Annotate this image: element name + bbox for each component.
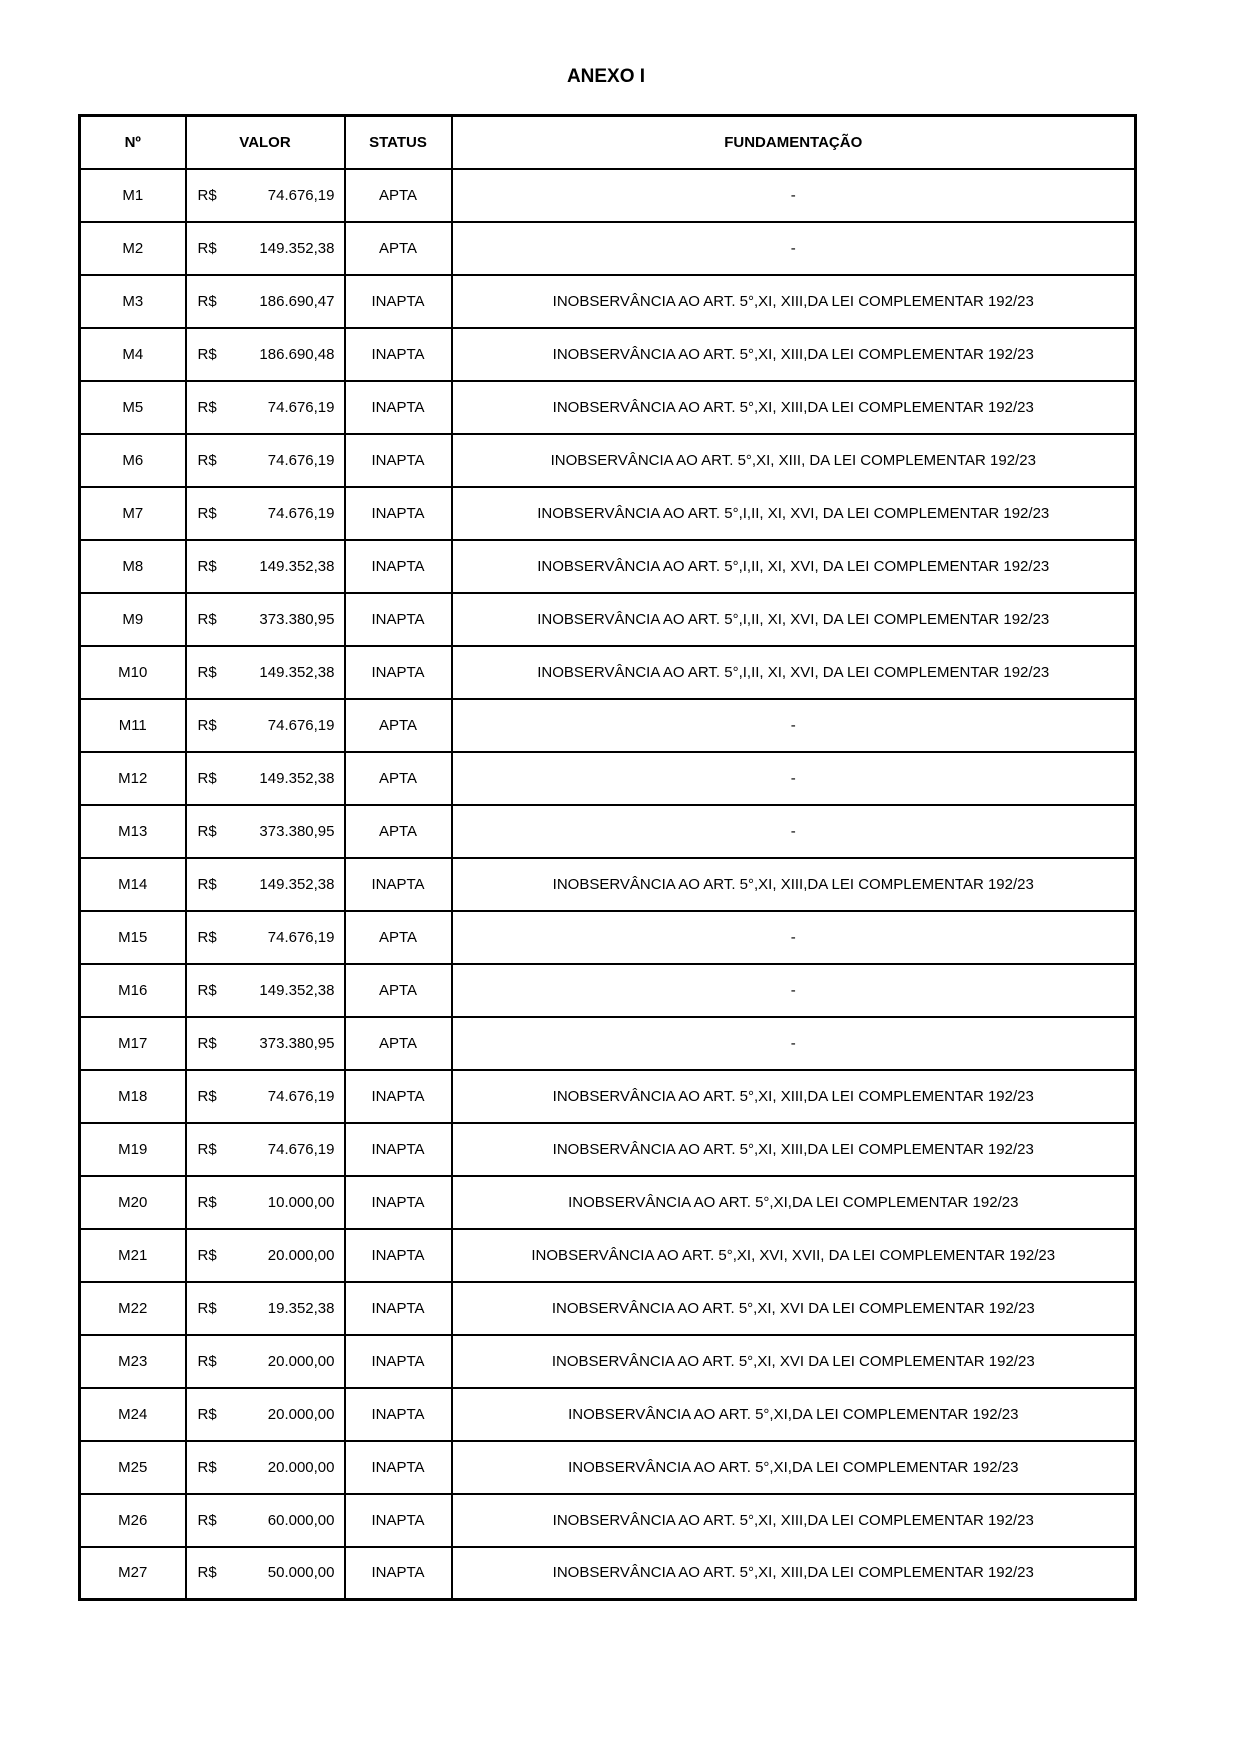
row-fundamentacao-cell: - <box>452 1017 1136 1070</box>
row-valor-cell <box>186 646 345 699</box>
header-status: STATUS <box>345 116 452 169</box>
row-fundamentacao-cell: INOBSERVÂNCIA AO ART. 5°,XI, XIII,DA LEI COMPLEMENTAR 192/23 <box>452 328 1136 381</box>
row-valor-cell <box>186 275 345 328</box>
row-valor-cell <box>186 1070 345 1123</box>
row-valor-cell <box>186 328 345 381</box>
row-num-cell: M12 <box>80 752 186 805</box>
currency-symbol: R$ <box>197 1034 217 1052</box>
currency-symbol: R$ <box>197 822 217 840</box>
valor-wrap <box>187 1194 344 1211</box>
currency-symbol: R$ <box>197 1511 217 1529</box>
row-status-cell: APTA <box>345 805 452 858</box>
row-status-cell: INAPTA <box>345 1176 452 1229</box>
valor-wrap <box>187 929 344 946</box>
currency-symbol: R$ <box>197 292 217 310</box>
row-num-cell: M20 <box>80 1176 186 1229</box>
valor-amount: 60.000,00 <box>267 1511 335 1529</box>
valor-amount: 149.352,38 <box>259 769 335 787</box>
valor-wrap <box>187 187 344 204</box>
row-num-cell: M15 <box>80 911 186 964</box>
table-row <box>80 752 1136 805</box>
header-valor: VALOR <box>186 116 345 169</box>
row-valor-cell <box>186 1547 345 1600</box>
table-row <box>80 805 1136 858</box>
table-row <box>80 1017 1136 1070</box>
valor-amount: 74.676,19 <box>267 716 335 734</box>
row-num-cell: M2 <box>80 222 186 275</box>
anexo-table <box>78 114 1137 1601</box>
row-fundamentacao-cell: INOBSERVÂNCIA AO ART. 5°,XI, XIII,DA LEI COMPLEMENTAR 192/23 <box>452 275 1136 328</box>
row-fundamentacao-cell: INOBSERVÂNCIA AO ART. 5°,XI,DA LEI COMPLEMENTAR 192/23 <box>452 1176 1136 1229</box>
row-valor-cell <box>186 1494 345 1547</box>
row-fundamentacao-cell: INOBSERVÂNCIA AO ART. 5°,I,II, XI, XVI, DA LEI COMPLEMENTAR 192/23 <box>452 540 1136 593</box>
row-fundamentacao-cell: INOBSERVÂNCIA AO ART. 5°,XI, XIII,DA LEI COMPLEMENTAR 192/23 <box>452 1123 1136 1176</box>
valor-wrap <box>187 1512 344 1529</box>
valor-amount: 20.000,00 <box>267 1458 335 1476</box>
valor-wrap <box>187 770 344 787</box>
valor-wrap <box>187 1088 344 1105</box>
row-status-cell: INAPTA <box>345 1282 452 1335</box>
table-row <box>80 328 1136 381</box>
table-row <box>80 222 1136 275</box>
valor-amount: 149.352,38 <box>259 981 335 999</box>
row-valor-cell <box>186 1123 345 1176</box>
row-fundamentacao-cell: INOBSERVÂNCIA AO ART. 5°,XI,DA LEI COMPLEMENTAR 192/23 <box>452 1441 1136 1494</box>
header-num: Nº <box>80 116 186 169</box>
currency-symbol: R$ <box>197 1087 217 1105</box>
row-fundamentacao-cell: INOBSERVÂNCIA AO ART. 5°,XI,DA LEI COMPLEMENTAR 192/23 <box>452 1388 1136 1441</box>
row-fundamentacao-cell: INOBSERVÂNCIA AO ART. 5°,XI, XIII,DA LEI COMPLEMENTAR 192/23 <box>452 1547 1136 1600</box>
table-row <box>80 1282 1136 1335</box>
valor-wrap <box>187 823 344 840</box>
currency-symbol: R$ <box>197 610 217 628</box>
row-valor-cell <box>186 1388 345 1441</box>
row-fundamentacao-cell: INOBSERVÂNCIA AO ART. 5°,XI, XIII,DA LEI COMPLEMENTAR 192/23 <box>452 1494 1136 1547</box>
row-valor-cell <box>186 964 345 1017</box>
row-num-cell: M27 <box>80 1547 186 1600</box>
row-valor-cell <box>186 1176 345 1229</box>
valor-amount: 19.352,38 <box>267 1299 335 1317</box>
row-valor-cell <box>186 593 345 646</box>
valor-wrap <box>187 399 344 416</box>
valor-amount: 373.380,95 <box>259 1034 335 1052</box>
currency-symbol: R$ <box>197 1405 217 1423</box>
valor-wrap <box>187 1141 344 1158</box>
valor-amount: 74.676,19 <box>267 504 335 522</box>
table-row <box>80 1123 1136 1176</box>
currency-symbol: R$ <box>197 663 217 681</box>
valor-amount: 149.352,38 <box>259 557 335 575</box>
row-fundamentacao-cell: INOBSERVÂNCIA AO ART. 5°,I,II, XI, XVI, DA LEI COMPLEMENTAR 192/23 <box>452 593 1136 646</box>
row-status-cell: INAPTA <box>345 1441 452 1494</box>
row-status-cell: INAPTA <box>345 593 452 646</box>
table-row <box>80 593 1136 646</box>
row-valor-cell <box>186 1335 345 1388</box>
table-row <box>80 1547 1136 1600</box>
valor-amount: 186.690,48 <box>259 345 335 363</box>
row-valor-cell <box>186 222 345 275</box>
valor-amount: 149.352,38 <box>259 875 335 893</box>
row-fundamentacao-cell: INOBSERVÂNCIA AO ART. 5°,XI, XIII, DA LEI COMPLEMENTAR 192/23 <box>452 434 1136 487</box>
valor-wrap <box>187 1353 344 1370</box>
valor-amount: 74.676,19 <box>267 1140 335 1158</box>
currency-symbol: R$ <box>197 504 217 522</box>
valor-wrap <box>187 1300 344 1317</box>
valor-wrap <box>187 346 344 363</box>
row-status-cell: INAPTA <box>345 1388 452 1441</box>
currency-symbol: R$ <box>197 1193 217 1211</box>
row-valor-cell <box>186 540 345 593</box>
valor-amount: 373.380,95 <box>259 822 335 840</box>
valor-amount: 74.676,19 <box>267 398 335 416</box>
row-fundamentacao-cell: INOBSERVÂNCIA AO ART. 5°,I,II, XI, XVI, DA LEI COMPLEMENTAR 192/23 <box>452 646 1136 699</box>
valor-amount: 74.676,19 <box>267 1087 335 1105</box>
valor-amount: 149.352,38 <box>259 239 335 257</box>
currency-symbol: R$ <box>197 239 217 257</box>
row-valor-cell <box>186 1441 345 1494</box>
row-fundamentacao-cell: - <box>452 699 1136 752</box>
currency-symbol: R$ <box>197 716 217 734</box>
table-row <box>80 540 1136 593</box>
row-num-cell: M3 <box>80 275 186 328</box>
valor-amount: 20.000,00 <box>267 1405 335 1423</box>
valor-wrap <box>187 452 344 469</box>
row-valor-cell <box>186 1229 345 1282</box>
valor-wrap <box>187 1247 344 1264</box>
valor-wrap <box>187 717 344 734</box>
row-valor-cell <box>186 752 345 805</box>
row-fundamentacao-cell: - <box>452 169 1136 222</box>
currency-symbol: R$ <box>197 1352 217 1370</box>
row-status-cell: INAPTA <box>345 1547 452 1600</box>
row-status-cell: INAPTA <box>345 275 452 328</box>
row-valor-cell <box>186 805 345 858</box>
currency-symbol: R$ <box>197 1458 217 1476</box>
valor-wrap <box>187 664 344 681</box>
currency-symbol: R$ <box>197 928 217 946</box>
row-num-cell: M8 <box>80 540 186 593</box>
row-fundamentacao-cell: INOBSERVÂNCIA AO ART. 5°,XI, XIII,DA LEI COMPLEMENTAR 192/23 <box>452 1070 1136 1123</box>
row-status-cell: INAPTA <box>345 540 452 593</box>
currency-symbol: R$ <box>197 398 217 416</box>
row-fundamentacao-cell: INOBSERVÂNCIA AO ART. 5°,XI, XVI, XVII, DA LEI COMPLEMENTAR 192/23 <box>452 1229 1136 1282</box>
row-status-cell: APTA <box>345 699 452 752</box>
valor-amount: 74.676,19 <box>267 928 335 946</box>
row-valor-cell <box>186 911 345 964</box>
row-status-cell: INAPTA <box>345 1070 452 1123</box>
row-num-cell: M25 <box>80 1441 186 1494</box>
row-status-cell: INAPTA <box>345 1335 452 1388</box>
valor-amount: 50.000,00 <box>267 1564 335 1582</box>
currency-symbol: R$ <box>197 186 217 204</box>
row-status-cell: INAPTA <box>345 1229 452 1282</box>
header-row <box>80 116 1136 169</box>
table-row <box>80 1494 1136 1547</box>
row-valor-cell <box>186 487 345 540</box>
valor-amount: 74.676,19 <box>267 451 335 469</box>
row-num-cell: M22 <box>80 1282 186 1335</box>
valor-wrap <box>187 1406 344 1423</box>
row-num-cell: M16 <box>80 964 186 1017</box>
table-row <box>80 646 1136 699</box>
table-row <box>80 434 1136 487</box>
row-valor-cell <box>186 169 345 222</box>
currency-symbol: R$ <box>197 981 217 999</box>
currency-symbol: R$ <box>197 875 217 893</box>
row-num-cell: M14 <box>80 858 186 911</box>
valor-wrap <box>187 293 344 310</box>
currency-symbol: R$ <box>197 345 217 363</box>
row-status-cell: INAPTA <box>345 487 452 540</box>
currency-symbol: R$ <box>197 1246 217 1264</box>
row-status-cell: APTA <box>345 752 452 805</box>
table-row <box>80 1335 1136 1388</box>
row-status-cell: INAPTA <box>345 381 452 434</box>
table-row <box>80 1229 1136 1282</box>
currency-symbol: R$ <box>197 769 217 787</box>
currency-symbol: R$ <box>197 1140 217 1158</box>
row-status-cell: APTA <box>345 222 452 275</box>
header-fundamentacao: FUNDAMENTAÇÃO <box>452 116 1136 169</box>
valor-wrap <box>187 1459 344 1476</box>
row-num-cell: M9 <box>80 593 186 646</box>
row-valor-cell <box>186 434 345 487</box>
currency-symbol: R$ <box>197 557 217 575</box>
valor-wrap <box>187 1564 344 1581</box>
table-row <box>80 1176 1136 1229</box>
row-num-cell: M4 <box>80 328 186 381</box>
row-num-cell: M18 <box>80 1070 186 1123</box>
row-valor-cell <box>186 1017 345 1070</box>
valor-wrap <box>187 558 344 575</box>
row-num-cell: M13 <box>80 805 186 858</box>
valor-amount: 149.352,38 <box>259 663 335 681</box>
currency-symbol: R$ <box>197 1299 217 1317</box>
row-status-cell: APTA <box>345 964 452 1017</box>
currency-symbol: R$ <box>197 451 217 469</box>
currency-symbol: R$ <box>197 1564 217 1582</box>
valor-amount: 373.380,95 <box>259 610 335 628</box>
valor-amount: 20.000,00 <box>267 1352 335 1370</box>
row-valor-cell <box>186 699 345 752</box>
table-row <box>80 275 1136 328</box>
row-valor-cell <box>186 858 345 911</box>
table-row <box>80 911 1136 964</box>
table-row <box>80 381 1136 434</box>
row-status-cell: APTA <box>345 169 452 222</box>
row-fundamentacao-cell: - <box>452 911 1136 964</box>
row-num-cell: M10 <box>80 646 186 699</box>
row-status-cell: INAPTA <box>345 328 452 381</box>
table-row <box>80 169 1136 222</box>
valor-amount: 20.000,00 <box>267 1246 335 1264</box>
row-num-cell: M24 <box>80 1388 186 1441</box>
valor-wrap <box>187 1035 344 1052</box>
valor-wrap <box>187 240 344 257</box>
table-row <box>80 858 1136 911</box>
valor-wrap <box>187 982 344 999</box>
row-num-cell: M26 <box>80 1494 186 1547</box>
row-status-cell: INAPTA <box>345 1494 452 1547</box>
table-body <box>80 169 1136 1600</box>
row-num-cell: M5 <box>80 381 186 434</box>
table-row <box>80 964 1136 1017</box>
row-fundamentacao-cell: INOBSERVÂNCIA AO ART. 5°,XI, XIII,DA LEI COMPLEMENTAR 192/23 <box>452 858 1136 911</box>
valor-wrap <box>187 876 344 893</box>
valor-amount: 186.690,47 <box>259 292 335 310</box>
row-num-cell: M23 <box>80 1335 186 1388</box>
row-num-cell: M17 <box>80 1017 186 1070</box>
table-row <box>80 1441 1136 1494</box>
row-valor-cell <box>186 381 345 434</box>
row-num-cell: M7 <box>80 487 186 540</box>
row-num-cell: M1 <box>80 169 186 222</box>
valor-amount: 74.676,19 <box>267 186 335 204</box>
row-fundamentacao-cell: - <box>452 222 1136 275</box>
table-header <box>80 116 1136 169</box>
row-valor-cell <box>186 1282 345 1335</box>
row-fundamentacao-cell: - <box>452 805 1136 858</box>
table-row <box>80 1388 1136 1441</box>
valor-amount: 10.000,00 <box>267 1193 335 1211</box>
row-fundamentacao-cell: - <box>452 752 1136 805</box>
row-fundamentacao-cell: - <box>452 964 1136 1017</box>
row-fundamentacao-cell: INOBSERVÂNCIA AO ART. 5°,XI, XVI DA LEI COMPLEMENTAR 192/23 <box>452 1335 1136 1388</box>
row-status-cell: APTA <box>345 911 452 964</box>
row-status-cell: APTA <box>345 1017 452 1070</box>
row-status-cell: INAPTA <box>345 434 452 487</box>
row-fundamentacao-cell: INOBSERVÂNCIA AO ART. 5°,I,II, XI, XVI, DA LEI COMPLEMENTAR 192/23 <box>452 487 1136 540</box>
row-status-cell: INAPTA <box>345 1123 452 1176</box>
page-title: ANEXO I <box>566 66 646 87</box>
table-row <box>80 1070 1136 1123</box>
row-num-cell: M21 <box>80 1229 186 1282</box>
row-num-cell: M19 <box>80 1123 186 1176</box>
row-fundamentacao-cell: INOBSERVÂNCIA AO ART. 5°,XI, XIII,DA LEI COMPLEMENTAR 192/23 <box>452 381 1136 434</box>
row-num-cell: M6 <box>80 434 186 487</box>
row-status-cell: INAPTA <box>345 858 452 911</box>
row-status-cell: INAPTA <box>345 646 452 699</box>
row-fundamentacao-cell: INOBSERVÂNCIA AO ART. 5°,XI, XVI DA LEI COMPLEMENTAR 192/23 <box>452 1282 1136 1335</box>
table-row <box>80 487 1136 540</box>
valor-wrap <box>187 611 344 628</box>
row-num-cell: M11 <box>80 699 186 752</box>
table-row <box>80 699 1136 752</box>
valor-wrap <box>187 505 344 522</box>
